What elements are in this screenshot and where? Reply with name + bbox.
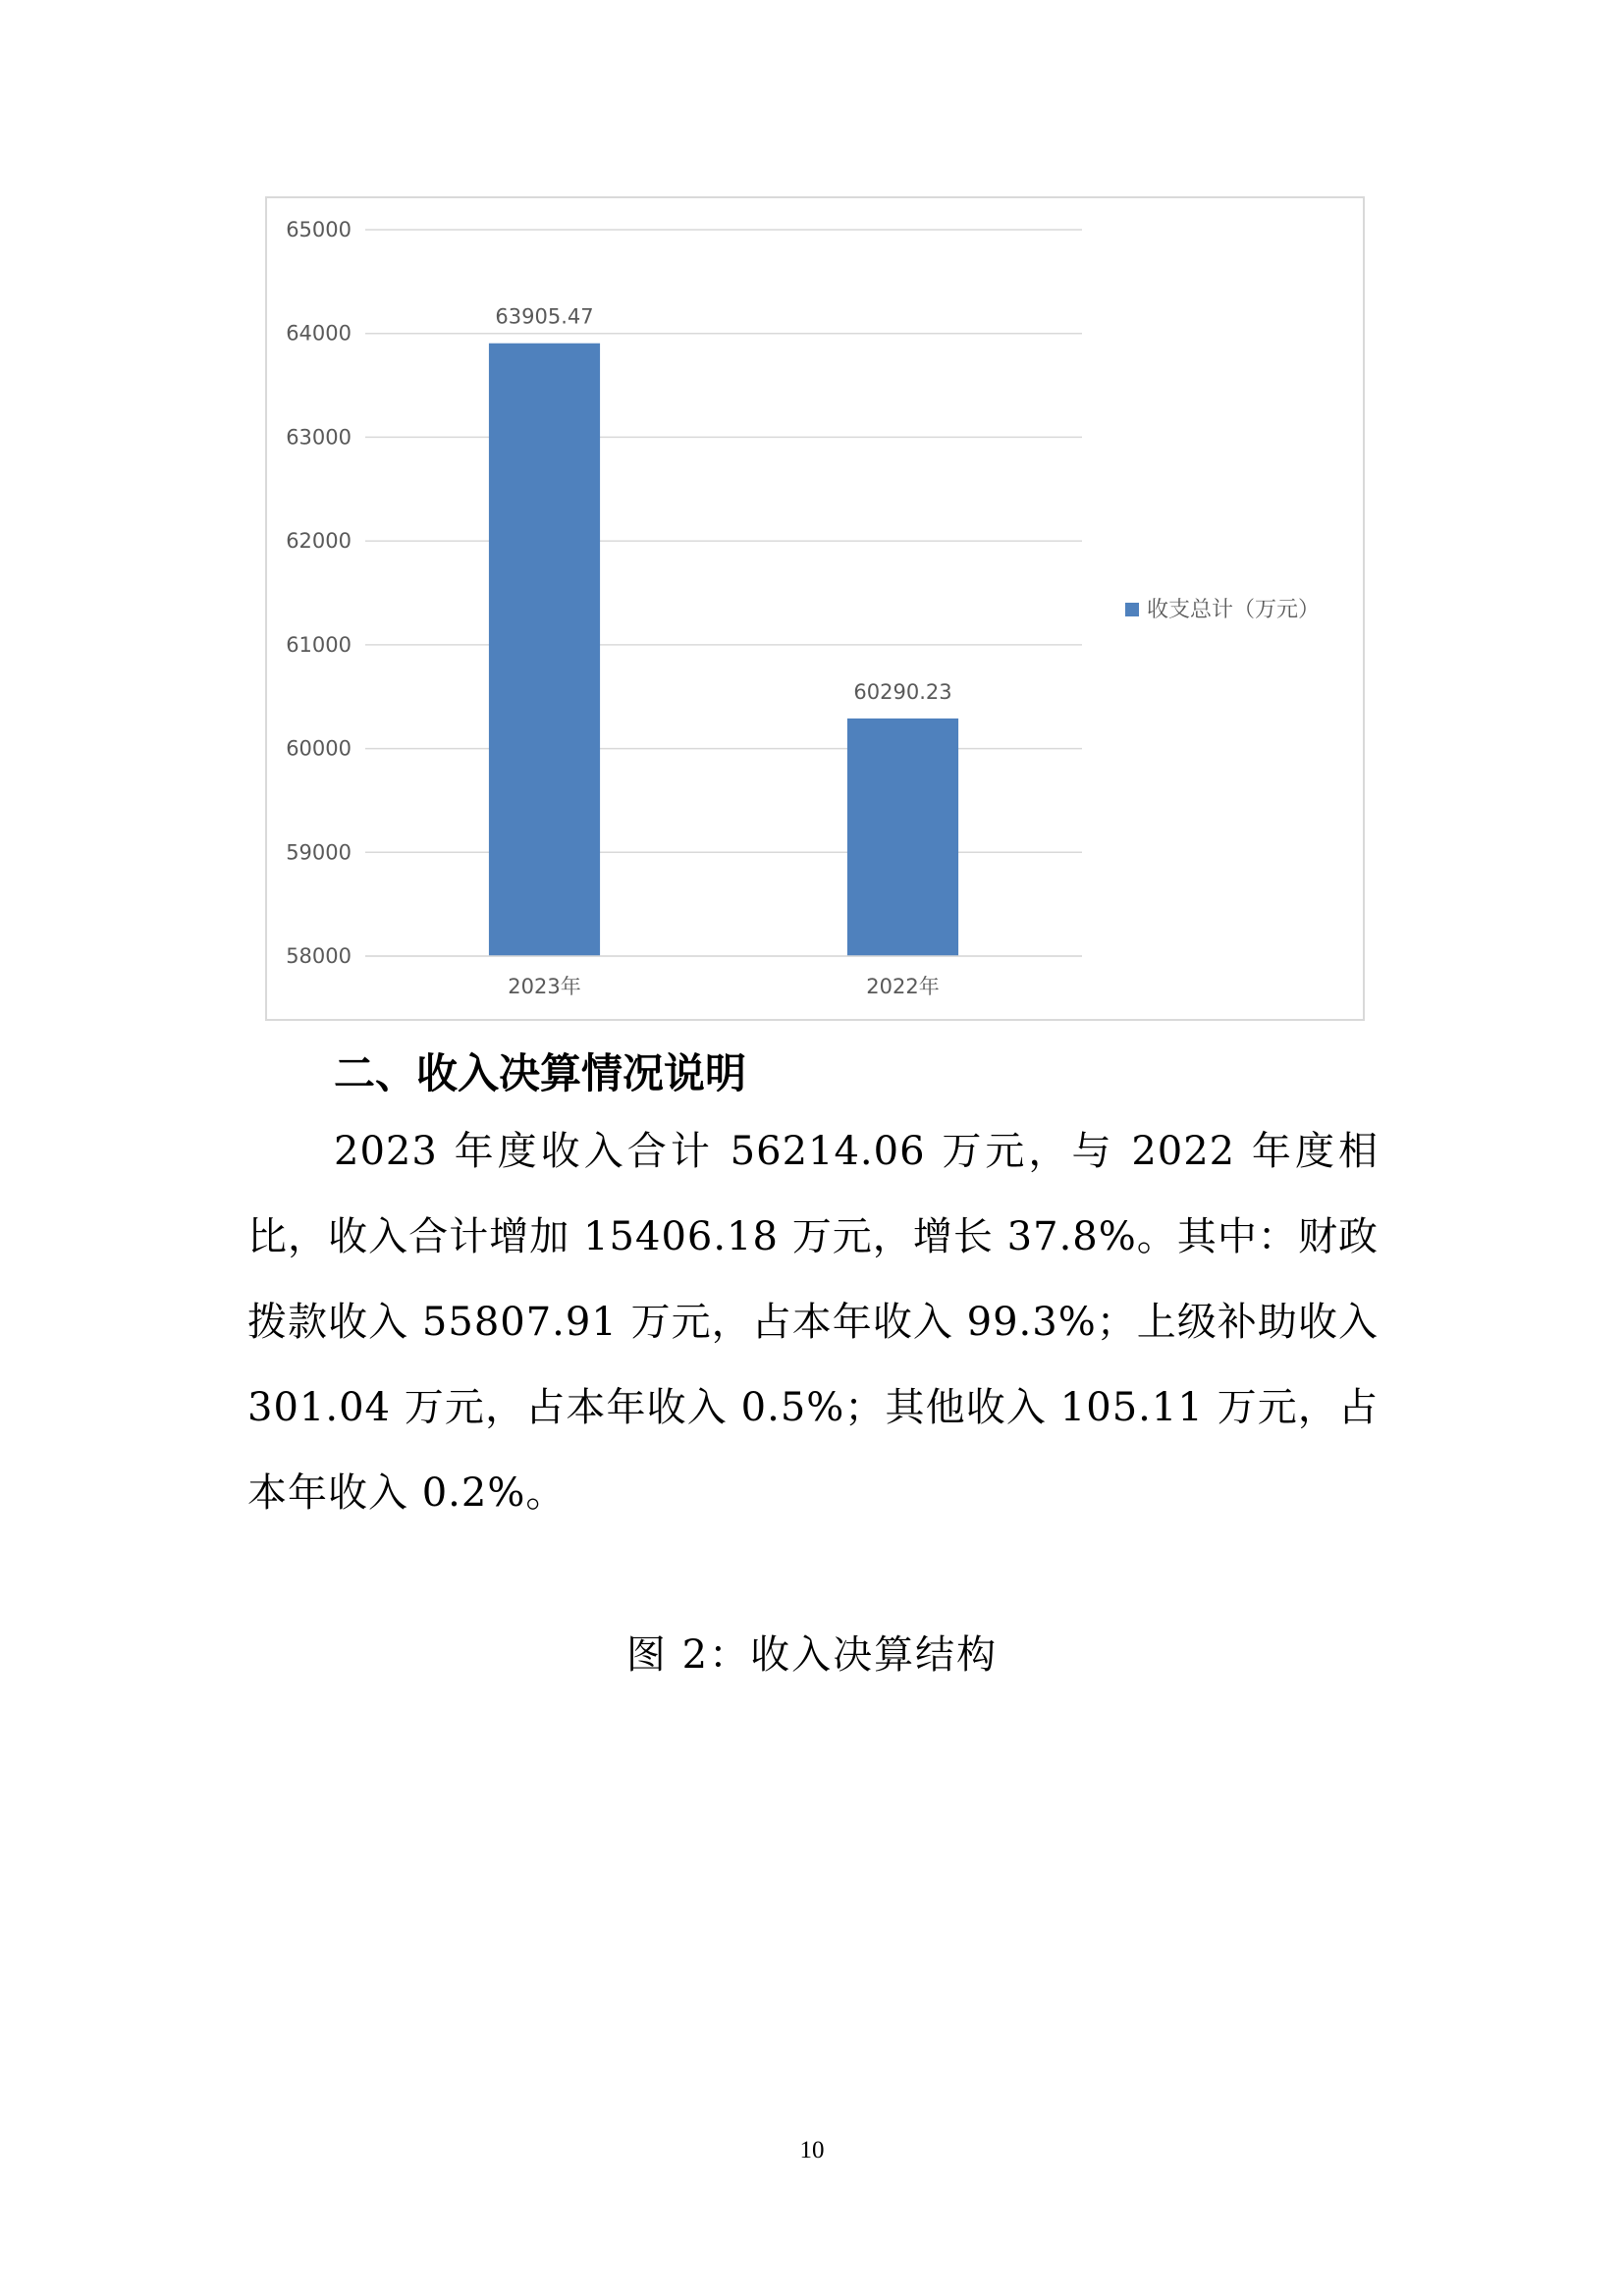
figure-caption: 图 2：收入决算结构 (625, 1632, 999, 1678)
bars (489, 344, 958, 956)
page-number: 10 (799, 2137, 825, 2163)
bar (847, 719, 958, 956)
bar-chart (265, 196, 1365, 1021)
income-summary-paragraph: 2023 年度收入合计 56214.06 万元，与 2022 年度相比，收入合计增加 15406.18 万元，增长 37.8%。其中：财政拨款收入 55807.91 万元，占本年收入 99.3%；上级补助收入 301.04 万元，占本年收入 0.5%；其他收入 105.11 万元，占本年收入 0.2%。 (247, 1129, 1379, 1516)
y-tick-label: 63000 (286, 425, 352, 450)
section-heading: 二、收入决算情况说明 (334, 1049, 747, 1097)
legend (1125, 598, 1320, 622)
chart-svg (267, 198, 1363, 1019)
x-axis-ticks (365, 956, 1082, 998)
y-tick-label: 64000 (286, 321, 352, 346)
x-tick-label: 2023年 (508, 975, 581, 998)
y-axis-ticks (286, 218, 352, 968)
y-tick-label: 65000 (286, 218, 352, 241)
legend-label: 收支总计（万元） (1147, 598, 1321, 622)
y-tick-label: 62000 (286, 529, 352, 554)
y-tick-label: 58000 (286, 944, 352, 968)
y-tick-label: 61000 (286, 632, 352, 657)
bar (489, 344, 600, 956)
legend-swatch (1125, 603, 1139, 616)
data-label: 63905.47 (495, 304, 594, 329)
y-tick-label: 60000 (286, 736, 352, 761)
x-tick-label: 2022年 (866, 975, 940, 998)
gridlines (365, 230, 1082, 956)
data-label: 60290.23 (853, 679, 952, 704)
y-tick-label: 59000 (286, 840, 352, 865)
